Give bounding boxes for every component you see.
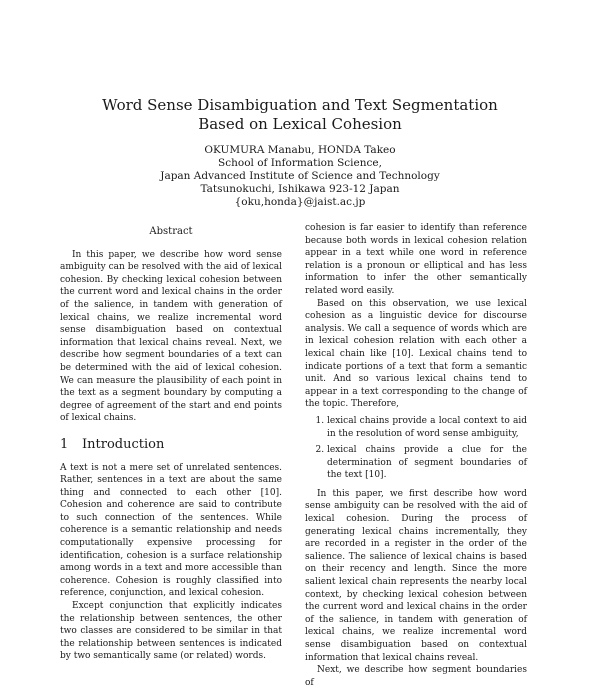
abstract-text: In this paper, we describe how word sense ambiguity can be resolved with the aid of lexical cohesion. By checking lexical cohesion between the current word and lexical chains in the order of the salience, in tandem with generation of lexical chains, we realize incremental word sense disambiguation based on contextual information that lexical chains reveal. Next, we describe how segment boundaries of a text can be determined with the aid of lexical cohesion. We can measure the plausibility of each point in the text as a segment boundary by computing a degree of agreement of the start and end points of lexical chains.	[60, 249, 282, 424]
intro-paragraph: A text is not a mere set of unrelated sentences. Rather, sentences in a text are about the same thing and connected to each other [10]. Cohesion and coherence are said to contribute to such connection of the sentences. While coherence is a semantic relationship and needs computationally expensive processing for identification, cohesion is a surface relationship among words in a text and more accessible than coherence. Cohesion is roughly classified into reference, conjunction, and lexical cohesion.	[60, 462, 282, 599]
title-line: Word Sense Disambiguation and Text Segmentation	[102, 96, 498, 114]
author-email: {oku,honda}@jaist.ac.jp	[234, 196, 366, 208]
author-affiliation: School of Information Science,	[218, 157, 382, 169]
left-column	[60, 222, 282, 663]
section-heading-introduction	[60, 436, 282, 452]
author-names: OKUMURA Manabu, HONDA Takeo	[204, 144, 396, 156]
author-block	[150, 144, 450, 209]
author-institute: Japan Advanced Institute of Science and Technology	[160, 170, 440, 182]
section-title: Introduction	[82, 436, 165, 452]
list-item: 2. lexical chains provide a clue for the determination of segment boundaries of the text [10].	[327, 444, 527, 482]
abstract-heading: Abstract	[149, 226, 193, 237]
body-paragraph: In this paper, we first describe how word sense ambiguity can be resolved with the aid of lexical cohesion. During the process of generating lexical chains incrementally, they are recorded in a register in the order of the salience. The salience of lexical chains is based on their recency and length. Since the more salient lexical chain represents the nearby local context, by checking lexical cohesion between the current word and lexical chains in the order of the salience, in tandem with generation of lexical chains, we realize incremental word sense disambiguation based on contextual information that lexical chains reveal.	[305, 488, 527, 663]
right-column	[305, 222, 527, 689]
body-paragraph: cohesion is far easier to identify than reference because both words in lexical cohesion relation appear in a text while one word in reference relation is a pronoun or elliptical and has less information to infer the other semantically related word easily.	[305, 223, 527, 296]
section-number: 1	[60, 436, 69, 452]
body-paragraph: Next, we describe how segment boundaries of	[305, 665, 527, 688]
paper-title	[100, 96, 500, 134]
title-line: Based on Lexical Cohesion	[198, 115, 402, 133]
intro-paragraph: Except conjunction that explicitly indicates the relationship between sentences, the other two classes are considered to be similar in that the relationship between sentences is indicated by two semantically same (or related) words.	[60, 601, 282, 662]
numbered-list	[305, 415, 527, 482]
author-address: Tatsunokuchi, Ishikawa 923-12 Japan	[200, 183, 400, 195]
list-item: 1. lexical chains provide a local context to aid in the resolution of word sense ambiguity,	[327, 415, 527, 440]
body-paragraph: Based on this observation, we use lexical cohesion as a linguistic device for discourse analysis. We call a sequence of words which are in lexical cohesion relation with each other a lexical chain like [10]. Lexical chains tend to indicate portions of a text that form a semantic unit. And so various lexical chains tend to appear in a text corresponding to the change of the topic. Therefore,	[305, 298, 527, 410]
